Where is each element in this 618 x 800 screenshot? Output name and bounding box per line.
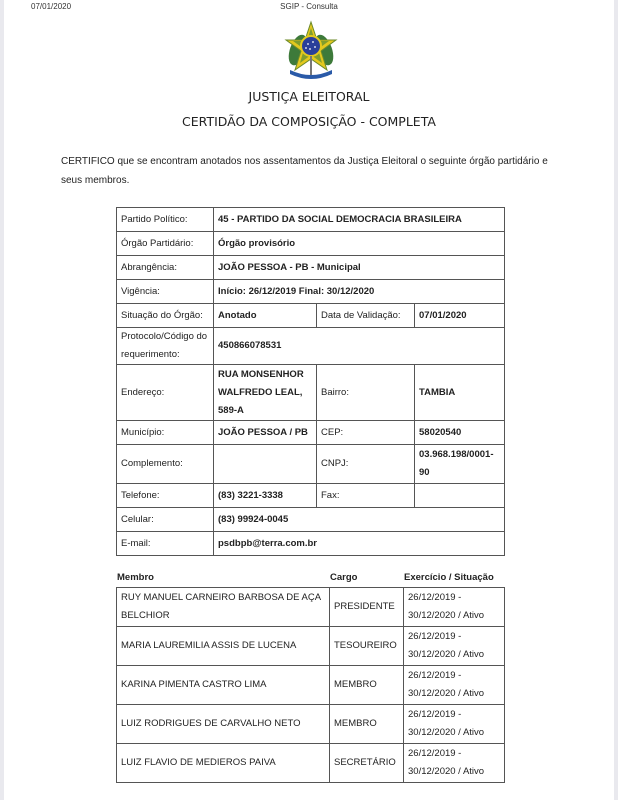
member-name: MARIA LAUREMILIA ASSIS DE LUCENA xyxy=(117,627,330,666)
row-complemento xyxy=(117,445,505,484)
member-cargo: SECRETÁRIO xyxy=(330,744,404,783)
label-celular: Celular: xyxy=(117,508,214,532)
member-name: LUIZ FLAVIO DE MEDIEROS PAIVA xyxy=(117,744,330,783)
value-email: psdbpb@terra.com.br xyxy=(214,532,505,556)
value-validacao: 07/01/2020 xyxy=(415,304,505,328)
label-situacao: Situação do Órgão: xyxy=(117,304,214,328)
member-exercicio: 26/12/2019 - 30/12/2020 / Ativo xyxy=(404,627,505,666)
label-bairro: Bairro: xyxy=(317,365,415,421)
member-name: RUY MANUEL CARNEIRO BARBOSA DE AÇA BELCHIOR xyxy=(117,588,330,627)
table-row xyxy=(117,627,505,666)
value-vigencia: Início: 26/12/2019 Final: 30/12/2020 xyxy=(214,280,505,304)
member-name: KARINA PIMENTA CASTRO LIMA xyxy=(117,666,330,705)
member-exercicio: 26/12/2019 - 30/12/2020 / Ativo xyxy=(404,744,505,783)
members-header-cargo: Cargo xyxy=(330,572,358,583)
party-info-table xyxy=(116,207,505,556)
heading-document-title: CERTIDÃO DA COMPOSIÇÃO - COMPLETA xyxy=(182,114,436,129)
row-partido xyxy=(117,208,505,232)
label-orgao: Órgão Partidário: xyxy=(117,232,214,256)
member-cargo: MEMBRO xyxy=(330,705,404,744)
row-situacao xyxy=(117,304,505,328)
value-celular: (83) 99924-0045 xyxy=(214,508,505,532)
row-municipio xyxy=(117,421,505,445)
members-header-exercicio: Exercício / Situação xyxy=(404,572,494,583)
label-partido: Partido Político: xyxy=(117,208,214,232)
member-exercicio: 26/12/2019 - 30/12/2020 / Ativo xyxy=(404,588,505,627)
label-protocolo: Protocolo/Código do requerimento: xyxy=(117,328,214,365)
member-cargo: PRESIDENTE xyxy=(330,588,404,627)
member-cargo: TESOUREIRO xyxy=(330,627,404,666)
print-date: 07/01/2020 xyxy=(31,2,72,11)
row-abrangencia xyxy=(117,256,505,280)
member-exercicio: 26/12/2019 - 30/12/2020 / Ativo xyxy=(404,666,505,705)
print-title: SGIP - Consulta xyxy=(280,2,338,11)
label-abrangencia: Abrangência: xyxy=(117,256,214,280)
member-name: LUIZ RODRIGUES DE CARVALHO NETO xyxy=(117,705,330,744)
member-exercicio: 26/12/2019 - 30/12/2020 / Ativo xyxy=(404,705,505,744)
label-validacao: Data de Validação: xyxy=(317,304,415,328)
table-row xyxy=(117,705,505,744)
value-situacao: Anotado xyxy=(214,304,317,328)
label-cep: CEP: xyxy=(317,421,415,445)
value-cnpj: 03.968.198/0001-90 xyxy=(415,445,505,484)
value-protocolo: 450866078531 xyxy=(214,328,505,365)
row-telefone xyxy=(117,484,505,508)
value-endereco: RUA MONSENHOR WALFREDO LEAL, 589-A xyxy=(214,365,317,421)
row-celular xyxy=(117,508,505,532)
certification-text: CERTIFICO que se encontram anotados nos assentamentos da Justiça Eleitoral o seguinte órgão partidário e seus membros. xyxy=(61,156,548,186)
members-header-membro: Membro xyxy=(117,572,154,583)
value-complemento xyxy=(214,445,317,484)
label-fax: Fax: xyxy=(317,484,415,508)
label-complemento: Complemento: xyxy=(117,445,214,484)
value-municipio: JOÃO PESSOA / PB xyxy=(214,421,317,445)
row-email xyxy=(117,532,505,556)
label-cnpj: CNPJ: xyxy=(317,445,415,484)
label-endereco: Endereço: xyxy=(117,365,214,421)
heading-institution: JUSTIÇA ELEITORAL xyxy=(248,89,370,104)
value-cep: 58020540 xyxy=(415,421,505,445)
value-orgao: Órgão provisório xyxy=(214,232,505,256)
member-cargo: MEMBRO xyxy=(330,666,404,705)
value-telefone: (83) 3221-3338 xyxy=(214,484,317,508)
value-partido: 45 - PARTIDO DA SOCIAL DEMOCRACIA BRASILEIRA xyxy=(214,208,505,232)
row-vigencia xyxy=(117,280,505,304)
members-table xyxy=(116,587,505,783)
brazil-coat-of-arms-icon xyxy=(282,20,340,82)
label-email: E-mail: xyxy=(117,532,214,556)
value-bairro: TAMBIA xyxy=(415,365,505,421)
value-abrangencia: JOÃO PESSOA - PB - Municipal xyxy=(214,256,505,280)
label-municipio: Município: xyxy=(117,421,214,445)
label-telefone: Telefone: xyxy=(117,484,214,508)
value-fax xyxy=(415,484,505,508)
row-protocolo xyxy=(117,328,505,365)
row-orgao xyxy=(117,232,505,256)
row-endereco xyxy=(117,365,505,421)
table-row xyxy=(117,666,505,705)
label-vigencia: Vigência: xyxy=(117,280,214,304)
table-row xyxy=(117,588,505,627)
table-row xyxy=(117,744,505,783)
